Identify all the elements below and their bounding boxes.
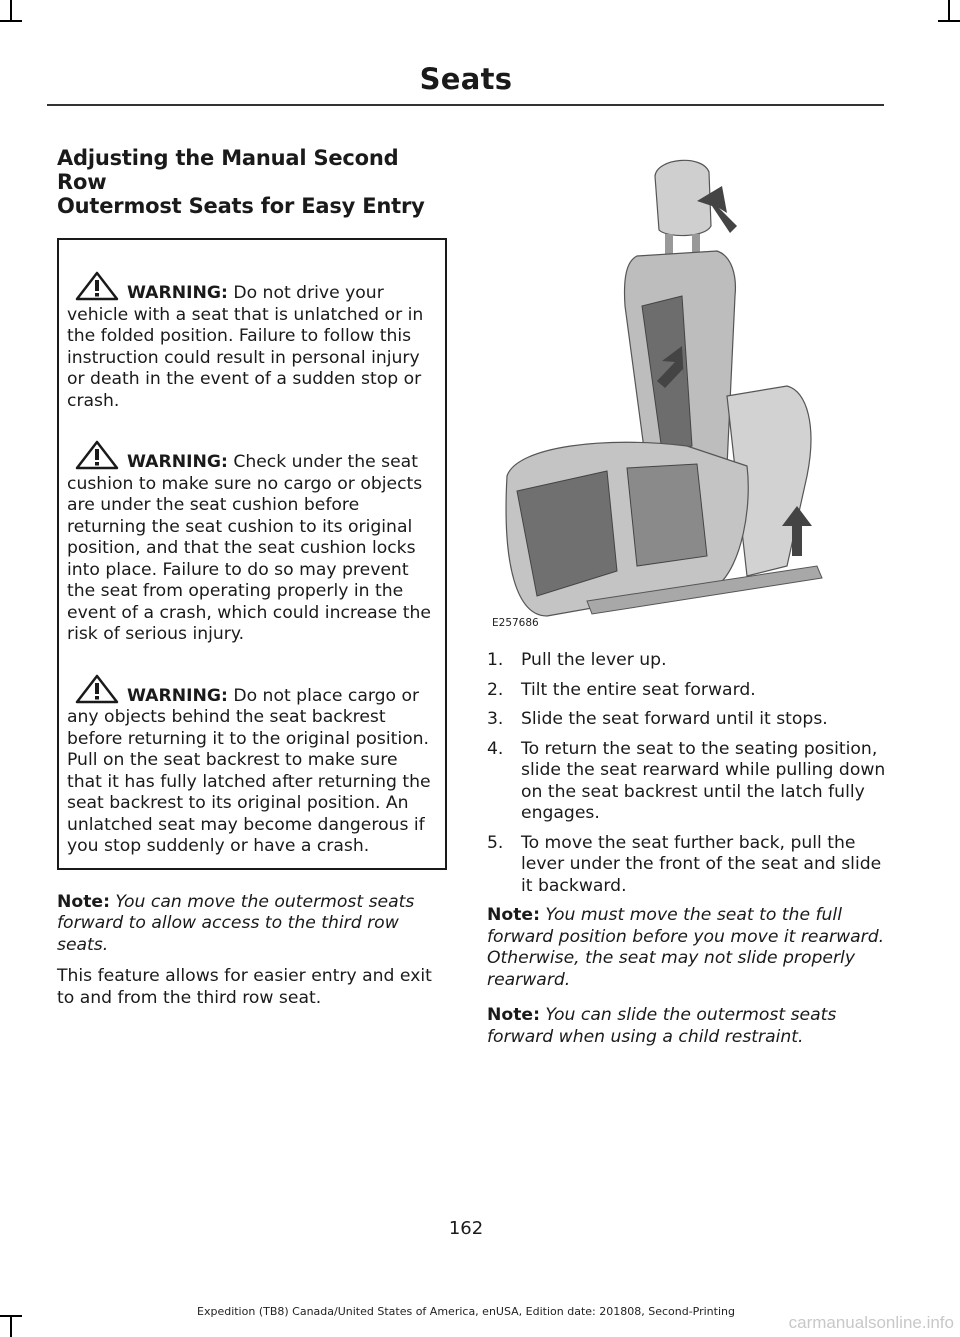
step-text: To return the seat to the seating position, slide the seat rearward while pulling down on the seat backrest until the latch fully engages. xyxy=(521,738,886,823)
step-text: Pull the lever up. xyxy=(521,650,667,670)
list-item xyxy=(487,739,887,825)
note-label: Note: xyxy=(487,1005,540,1025)
warning-label: WARNING: xyxy=(127,283,228,303)
step-number: 4. xyxy=(487,738,504,759)
right-note-1 xyxy=(487,905,887,991)
list-item xyxy=(487,650,887,672)
note-text: You can slide the outermost seats forward when using a child restraint. xyxy=(487,1005,837,1047)
section-title-line2: Outermost Seats for Easy Entry xyxy=(57,194,425,218)
warning-box xyxy=(57,238,447,870)
section-title-line1: Adjusting the Manual Second Row xyxy=(57,146,399,194)
crop-mark xyxy=(10,0,12,22)
step-text: To move the seat further back, pull the lever under the front of the seat and slide it backward. xyxy=(521,832,882,896)
step-number: 5. xyxy=(487,832,504,853)
crop-mark xyxy=(0,20,22,22)
list-item xyxy=(487,680,887,702)
warning-3 xyxy=(67,673,437,858)
note-text: You can move the outermost seats forward to allow access to the third row seats. xyxy=(57,891,415,955)
steps-list xyxy=(487,650,887,897)
crop-mark xyxy=(948,0,950,22)
watermark[interactable]: carmanualsonline.info xyxy=(788,1313,954,1332)
header-divider xyxy=(47,104,884,106)
right-column xyxy=(487,146,887,1048)
page-header-title: Seats xyxy=(419,62,513,96)
warning-label: WARNING: xyxy=(127,452,228,472)
figure-id: E257686 xyxy=(492,617,539,629)
crop-mark xyxy=(938,20,960,22)
warning-triangle-icon xyxy=(73,270,125,302)
warning-triangle-icon xyxy=(73,439,125,471)
step-number: 1. xyxy=(487,650,504,670)
warning-1 xyxy=(67,270,437,412)
left-note xyxy=(57,892,447,957)
note-label: Note: xyxy=(487,905,540,925)
step-number: 2. xyxy=(487,679,504,700)
footer-text: Expedition (TB8) Canada/United States of America, enUSA, Edition date: 201808, Second-Printing xyxy=(197,1305,735,1318)
list-item xyxy=(487,709,887,731)
warning-2 xyxy=(67,439,437,646)
warning-label: WARNING: xyxy=(127,685,228,706)
step-number: 3. xyxy=(487,709,504,729)
page-number: 162 xyxy=(448,1218,484,1239)
right-note-2 xyxy=(487,1005,887,1048)
step-text: Slide the seat forward until it stops. xyxy=(521,709,828,729)
section-title xyxy=(57,146,447,218)
left-column xyxy=(57,146,447,1009)
warning-text: Do not drive your vehicle with a seat that is unlatched or in the folded position. Failure to follow this instruction could result in personal injury or death in the event of a sudden stop or crash. xyxy=(67,283,424,411)
warning-triangle-icon xyxy=(73,673,125,705)
list-item xyxy=(487,833,887,898)
seat-illustration xyxy=(487,146,887,636)
warning-text: Do not place cargo or any objects behind the seat backrest before returning it to the original position. Pull on the seat backrest to make sure that it has fully latched after returning the seat backrest to its original position. An unlatched seat may become dangerous if you stop suddenly or have a crash. xyxy=(67,685,431,856)
note-label: Note: xyxy=(57,891,110,912)
crop-mark xyxy=(10,1315,12,1337)
seat-drawing xyxy=(487,146,887,636)
step-text: Tilt the entire seat forward. xyxy=(521,679,756,700)
note-text: You must move the seat to the full forward position before you move it rearward. Otherwise, the seat may not slide properly rearward. xyxy=(487,905,885,990)
warning-text: Check under the seat cushion to make sure no cargo or objects are under the seat cushion before returning the seat cushion to its original position, and that the seat cushion locks into place. Failure to do so may prevent the seat from operating properly in the event of a crash, which could increase the risk of serious injury. xyxy=(67,452,431,644)
left-paragraph: This feature allows for easier entry and exit to and from the third row seat. xyxy=(57,966,432,1008)
